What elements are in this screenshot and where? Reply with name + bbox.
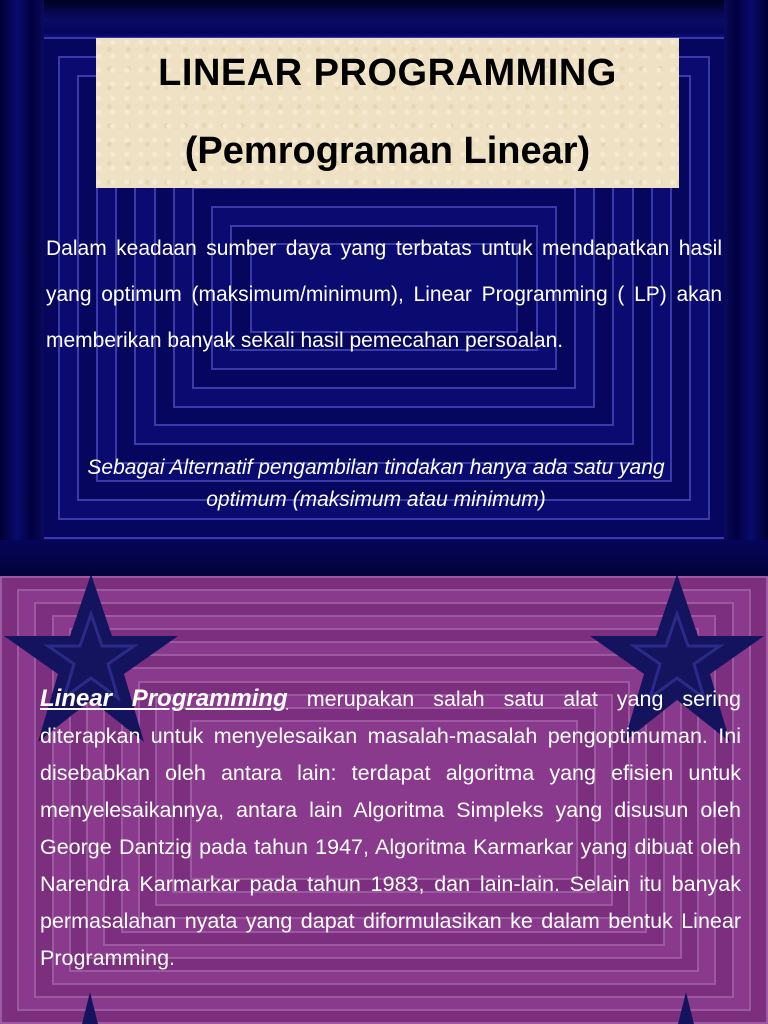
stage-floor [0, 540, 768, 576]
description-paragraph [40, 680, 741, 977]
term-linear-programming: Linear Programming [40, 685, 288, 712]
page-title: LINEAR PROGRAMMING [158, 52, 617, 94]
star-bottom-left-icon [60, 992, 120, 1024]
page-subtitle: (Pemrograman Linear) [184, 130, 591, 172]
curtain-left [0, 0, 44, 576]
note-paragraph: Sebagai Alternatif pengambilan tindakan hanya ada satu yang optimum (maksimum atau minimum) [87, 456, 665, 511]
curtain-right [724, 0, 768, 576]
curtain-valance [0, 0, 768, 34]
description-text: merupakan salah satu alat yang sering diterapkan untuk menyelesaikan masalah-masalah pengoptimuman. Ini disebabkan oleh antara lain: terdapat algoritma yang efisien untuk menyelesaikannya, antara lain Algoritma Simpleks yang disusun oleh George Dantzig pada tahun 1947, Algoritma Karmarkar yang dibuat oleh Narendra Karmarkar pada tahun 1983, dan lain-lain. Selain itu banyak permasalahan nyata yang dapat diformulasikan ke dalam bentuk Linear Programming. [40, 687, 741, 970]
intro-paragraph: Dalam keadaan sumber daya yang terbatas untuk mendapatkan hasil yang optimum (maksimum/minimum), Linear Programming ( LP) akan memberikan banyak sekali hasil pemecahan persoalan. [46, 237, 722, 352]
star-bottom-right-icon [656, 992, 716, 1024]
title-box [96, 38, 679, 188]
slide-description [0, 576, 768, 1024]
